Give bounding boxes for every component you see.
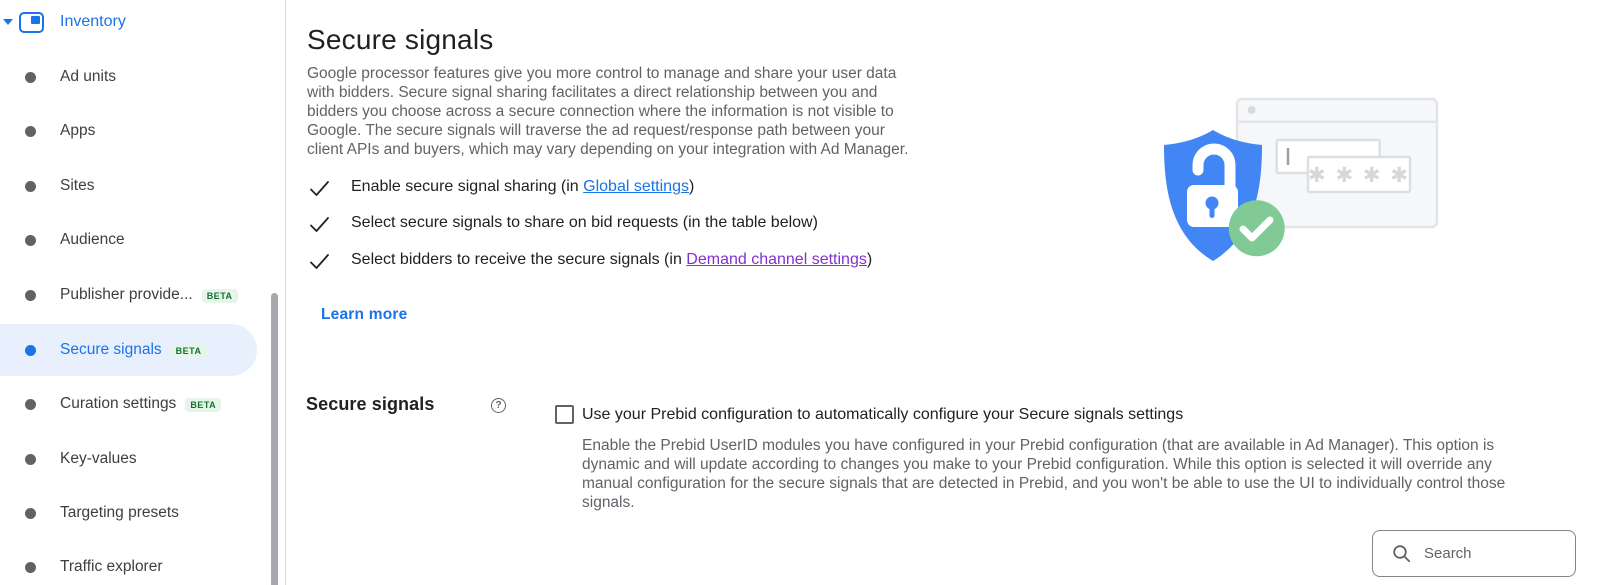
demand-channel-settings-link[interactable]: Demand channel settings	[686, 251, 867, 268]
sidebar-item-secure-signals[interactable]	[0, 333, 257, 367]
search-icon	[1392, 544, 1411, 563]
sidebar-item-label: Targeting presets	[60, 504, 179, 521]
help-icon[interactable]: ?	[491, 398, 506, 413]
sidebar-item-label: Publisher provide...	[60, 286, 193, 303]
sidebar-item-label: Curation settings	[60, 395, 177, 412]
sidebar-item-targeting-presets[interactable]	[0, 496, 257, 530]
checklist-text: Select bidders to receive the secure signals (in	[351, 251, 687, 268]
sidebar-item-label: Secure signals	[60, 341, 162, 358]
checklist-text: )	[866, 251, 873, 268]
checkmark-icon	[309, 253, 330, 270]
bullet-icon	[25, 399, 36, 410]
bullet-icon	[25, 126, 36, 137]
checklist-text: Select secure signals to share on bid requests (in the table below)	[351, 214, 818, 231]
checklist-item-enable-sharing	[309, 178, 694, 197]
sidebar-item-audience[interactable]	[0, 223, 257, 257]
checklist-item-select-signals	[309, 214, 818, 233]
sidebar-item-label: Ad units	[60, 68, 117, 85]
bullet-icon	[25, 181, 36, 192]
sidebar-item-label[interactable]: Inventory	[60, 13, 126, 30]
bullet-icon	[25, 345, 36, 356]
bullet-icon	[25, 290, 36, 301]
sidebar-item-apps[interactable]	[0, 114, 257, 148]
search-input[interactable]	[1424, 545, 1564, 562]
beta-badge: BETA	[171, 344, 207, 358]
sidebar-item-label: Key-values	[60, 450, 137, 467]
bullet-icon	[25, 508, 36, 519]
sidebar-item-label: Sites	[60, 177, 95, 194]
checkmark-badge-icon	[1229, 200, 1285, 256]
sidebar	[0, 0, 286, 585]
sidebar-item-sites[interactable]	[0, 169, 257, 203]
bullet-icon	[25, 454, 36, 465]
sidebar-scrollbar[interactable]	[271, 293, 278, 585]
checkmark-icon	[309, 216, 330, 233]
page-title: Secure signals	[307, 24, 494, 55]
sidebar-item-curation-settings[interactable]	[0, 387, 257, 421]
prebid-config-help-text: Enable the Prebid UserID modules you have configured in your Prebid configuration (that are available in Ad Manager). This option is dynamic and will update according to changes you make to your Prebid configuration. While this option is selected it will override any manual configuration for the secure signals that are detected in Prebid, and you won't be able to use the UI to individually control those signals.	[582, 437, 1506, 511]
inventory-icon	[19, 12, 44, 33]
bullet-icon	[25, 562, 36, 573]
table-search-box[interactable]	[1372, 530, 1576, 577]
secure-signals-illustration	[1136, 84, 1461, 269]
bullet-icon	[25, 72, 36, 83]
caret-down-icon[interactable]	[3, 19, 13, 25]
sidebar-item-label: Apps	[60, 122, 96, 139]
sidebar-item-traffic-explorer[interactable]	[0, 550, 257, 584]
beta-badge: BETA	[202, 289, 238, 303]
beta-badge: BETA	[185, 398, 221, 412]
password-asterisks: ✱ ✱ ✱ ✱	[1308, 164, 1410, 187]
bullet-icon	[25, 235, 36, 246]
sidebar-item-label: Traffic explorer	[60, 558, 163, 575]
sidebar-item-label: Audience	[60, 231, 125, 248]
global-settings-link[interactable]: Global settings	[583, 178, 689, 195]
sidebar-item-ad-units[interactable]	[0, 60, 257, 94]
sidebar-item-key-values[interactable]	[0, 442, 257, 476]
learn-more-link[interactable]: Learn more	[321, 306, 408, 323]
sidebar-item-inventory[interactable]	[0, 5, 260, 39]
prebid-config-checkbox[interactable]	[555, 405, 574, 424]
prebid-config-checkbox-label[interactable]: Use your Prebid configuration to automatically configure your Secure signals settings	[582, 406, 1184, 423]
page-description: Google processor features give you more control to manage and share your user data with bidders. Secure signal sharing facilitates a direct relationship between you and bidders you choose across a secure connection where the information is not visible to Google. The secure signals will traverse the ad request/response path between your client APIs and buyers, which may vary depending on your integration with Ad Manager.	[307, 65, 909, 158]
section-title: Secure signals	[306, 394, 435, 414]
checklist-item-select-bidders	[309, 251, 872, 270]
checkmark-icon	[309, 180, 330, 197]
checklist-text: )	[688, 178, 695, 195]
checklist-text: Enable secure signal sharing (in	[351, 178, 584, 195]
sidebar-item-publisher-provided[interactable]	[0, 278, 257, 312]
